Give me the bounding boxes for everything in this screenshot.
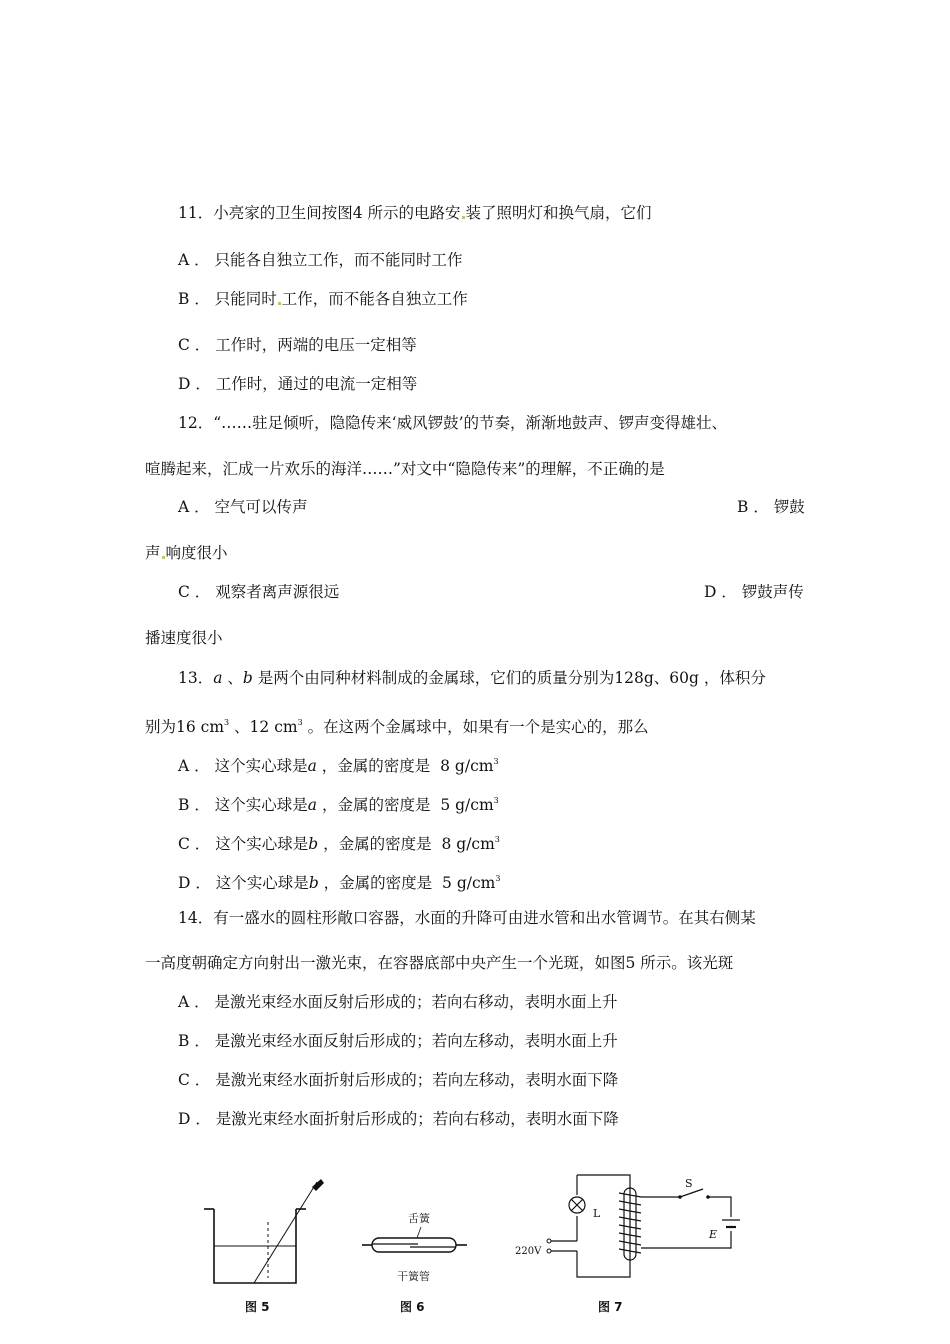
q12-option-d-head: D ． 锣鼓声传 [704, 583, 804, 601]
figure-7-caption: 图 7 [598, 1300, 623, 1314]
laser-beam [254, 1182, 317, 1283]
q12-option-b-head: B ． 锣鼓 [737, 498, 805, 516]
figure-6-reed-switch-diagram [355, 1205, 475, 1285]
figure-7-circuit-diagram [505, 1165, 760, 1285]
q12-option-a: A ． 空气可以传声 [178, 498, 308, 516]
left-circuit-wire [549, 1175, 630, 1277]
q12-option-d-tail: 播速度很小 [145, 629, 223, 647]
label-L: L [593, 1207, 601, 1220]
laser-emitter [312, 1179, 324, 1191]
q14-stem-line2: 一高度朝确定方向射出一激光束，在容器底部中央产生一个光斑，如图5 所示。该光斑 [145, 954, 734, 972]
switch-s [680, 1189, 703, 1197]
q11-option-c: C ． 工作时，两端的电压一定相等 [178, 336, 417, 354]
stray-mark [278, 302, 281, 305]
q14-option-c: C ． 是激光束经水面折射后形成的；若向左移动，表明水面下降 [178, 1071, 619, 1089]
stray-mark [162, 556, 165, 559]
q12-option-b-tail: 声 响度很小 [145, 544, 228, 562]
q13-option-c: C ． 这个实心球是b ，金属的密度是 8 $g/cm^3$ [178, 835, 500, 853]
reed-pointer [417, 1227, 421, 1238]
q14-stem-line1: 14．有一盛水的圆柱形敞口容器，水面的升降可由进水管和出水管调节。在其右侧某 [178, 909, 756, 927]
terminal-bottom [547, 1249, 551, 1253]
q14-option-d: D ． 是激光束经水面折射后形成的；若向右移动，表明水面下降 [178, 1110, 619, 1128]
q13-stem-line2: 别为16 $cm^3$ 、12 $cm^3$ 。在这两个金属球中，如果有一个是实心的，那么 [145, 718, 649, 736]
q11-option-b: B ． 只能同时 工作，而不能各自独立工作 [178, 290, 468, 308]
q14-option-b: B ． 是激光束经水面反射后形成的；若向左移动，表明水面上升 [178, 1032, 618, 1050]
q13-stem-line1: 13．a 、b 是两个由同种材料制成的金属球，它们的质量分别为128g、60g ，体积分 [178, 669, 766, 687]
label-S: S [685, 1177, 693, 1190]
figure-6-caption: 图 6 [400, 1300, 425, 1314]
q11-stem: 11．小亮家的卫生间按图4 所示的电路安 装了照明灯和换气扇，它们 [178, 204, 652, 222]
label-E: E [709, 1228, 718, 1241]
q13-option-a: A ． 这个实心球是a ，金属的密度是 8 $g/cm^3$ [178, 757, 499, 775]
switch-contact-right [706, 1195, 710, 1199]
lamp-cross [571, 1199, 583, 1211]
q12-option-c: C ． 观察者离声源很远 [178, 583, 340, 601]
figure-5-container-diagram [200, 1170, 330, 1290]
reed-tube-label: 干簧管 [397, 1270, 430, 1283]
q11-option-d: D ． 工作时，通过的电流一定相等 [178, 375, 418, 393]
q11-option-a: A ． 只能各自独立工作，而不能同时工作 [178, 251, 463, 269]
right-circuit-wire [641, 1197, 731, 1248]
glass-tube [372, 1238, 456, 1252]
terminal-top [547, 1239, 551, 1243]
switch-contact-left [678, 1195, 682, 1199]
q13-option-d: D ． 这个实心球是b ，金属的密度是 5 $g/cm^3$ [178, 874, 501, 892]
label-220V: 220V [515, 1246, 542, 1257]
q12-stem-line1: 12．“……驻足倾听，隐隐传来‘威风锣鼓’的节奏，渐渐地鼓声、锣声变得雄壮、 [178, 414, 728, 432]
q14-option-a: A ． 是激光束经水面反射后形成的；若向右移动，表明水面上升 [178, 993, 618, 1011]
reed-label: 舌簧 [408, 1212, 430, 1225]
q13-option-b: B ． 这个实心球是a ，金属的密度是 5 $g/cm^3$ [178, 796, 499, 814]
figure-5-caption: 图 5 [245, 1300, 270, 1314]
q12-stem-line2: 喧腾起来，汇成一片欢乐的海洋……”对文中“隐隐传来”的理解，不正确的是 [145, 460, 665, 478]
stray-mark [462, 216, 465, 219]
